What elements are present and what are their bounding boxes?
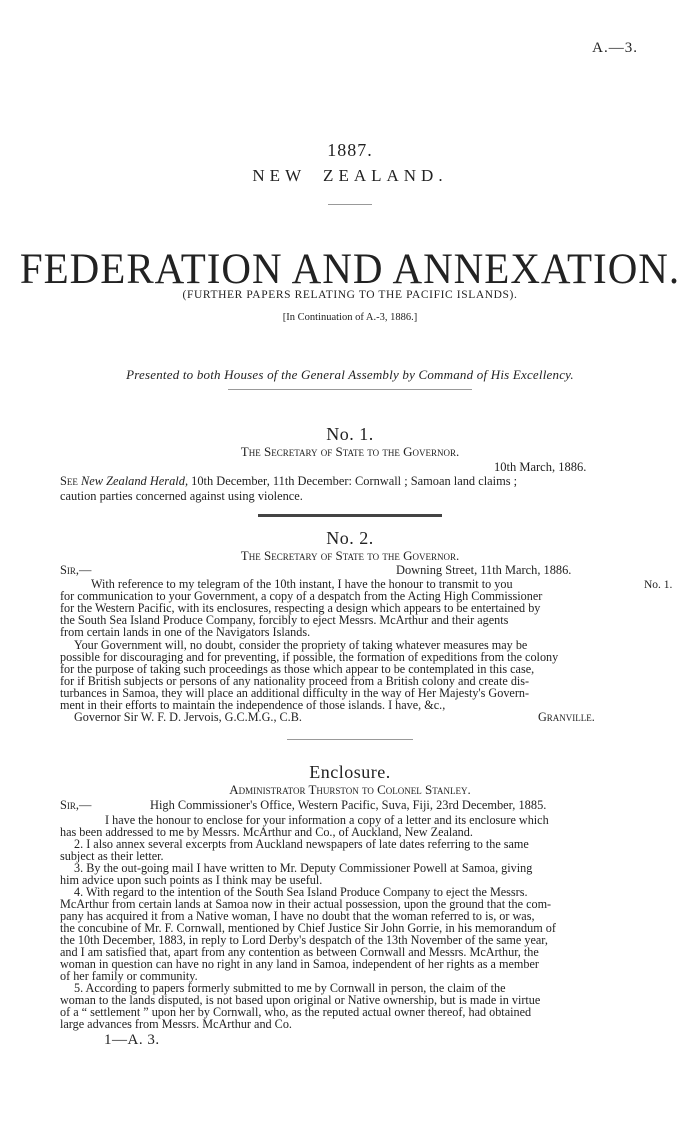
no1-line2: caution parties concerned against using violence. bbox=[60, 489, 303, 503]
enclosure-divider bbox=[287, 739, 413, 740]
enclosure-text-line: McArthur from certain lands at Samoa now in their actual possession, upon the ground that the com- bbox=[60, 897, 552, 911]
no2-signature: Granville. bbox=[538, 710, 595, 724]
section-divider bbox=[258, 514, 442, 517]
document-reference: A.—3. bbox=[592, 40, 638, 56]
enclosure-text-line: 5. According to papers formerly submitted to me by Cornwall in person, the claim of the bbox=[74, 981, 506, 995]
no2-text-line: With reference to my telegram of the 10th instant, I have the honour to transmit to you bbox=[91, 577, 513, 591]
no1-rest: 10th December, 11th December: Cornwall ; Samoan land claims ; bbox=[191, 474, 518, 488]
no2-heading: No. 2. bbox=[326, 528, 374, 548]
no1-see: See bbox=[60, 474, 78, 488]
no2-text-line: Your Government will, no doubt, consider the propriety of taking whatever measures may be bbox=[74, 638, 528, 652]
no2-text-line: the South Sea Island Produce Company, forcibly to eject Messrs. McArthur and their agents bbox=[60, 613, 509, 627]
no1-newspaper: New Zealand Herald, bbox=[81, 474, 189, 488]
enclosure-text-line: 4. With regard to the intention of the South Sea Island Produce Company to eject the Messrs. bbox=[74, 885, 528, 899]
enclosure-text-line: of her family or community. bbox=[60, 969, 198, 983]
subtitle: (FURTHER PAPERS RELATING TO THE PACIFIC ISLANDS). bbox=[182, 289, 518, 301]
year: 1887. bbox=[327, 140, 373, 160]
enclosure-text-line: and I am satisfied that, apart from any contention as between Cornwall and Messrs. McArthur, the bbox=[60, 945, 539, 959]
enclosure-text-line: woman in question can have no right in any land in Samoa, independent of her rights as a member bbox=[60, 957, 539, 971]
enclosure-text-line: I have the honour to enclose for your information a copy of a letter and its enclosure which bbox=[105, 813, 549, 827]
no2-place-date: Downing Street, 11th March, 1886. bbox=[396, 563, 572, 577]
no2-text-line: for communication to your Government, a copy of a despatch from the Acting High Commissioner bbox=[60, 589, 543, 603]
main-title: FEDERATION AND ANNEXATION. bbox=[19, 244, 681, 293]
no2-salutation: Sir,— bbox=[60, 563, 92, 577]
enclosure-place-date: High Commissioner's Office, Western Pacific, Suva, Fiji, 23rd December, 1885. bbox=[150, 798, 547, 812]
no2-from-to: The Secretary of State to the Governor. bbox=[240, 548, 460, 563]
no2-text-line: for the Western Pacific, with its enclosures, respecting a design which appears to be entertained by bbox=[60, 601, 541, 615]
no2-text-line: for the purpose of taking such proceedings as those which appear to be contemplated in this case, bbox=[60, 662, 535, 676]
continuation-note: [In Continuation of A.-3, 1886.] bbox=[282, 312, 418, 323]
enclosure-text-line: the 10th December, 1883, in reply to Lord Derby's despatch of the 13th November of the same year, bbox=[60, 933, 548, 947]
no1-date: 10th March, 1886. bbox=[494, 460, 587, 474]
enclosure-salutation: Sir,— bbox=[60, 798, 92, 812]
enclosure-text-line: pany has acquired it from a Native woman, I have no doubt that the woman referred to is, or was, bbox=[60, 909, 535, 923]
enclosure-text-line: him advice upon such points as I think may be useful. bbox=[60, 873, 323, 887]
signature-mark: 1—A. 3. bbox=[104, 1032, 160, 1048]
enclosure-text-line: of a “ settlement ” upon her by Cornwall, who, as the reputed actual owner thereof, had obtained bbox=[60, 1005, 532, 1019]
no2-text-line: from certain lands in one of the Navigators Islands. bbox=[60, 625, 311, 639]
presented-divider bbox=[228, 389, 472, 390]
no2-text-line: ment in their efforts to maintain the independence of those islands. I have, &c., bbox=[60, 698, 446, 712]
no2-text-line: for if British subjects or persons of any nationality proceed from a British colony and create dis- bbox=[60, 674, 530, 688]
enclosure-from-to-text: Administrator Thurston to Colonel Stanley. bbox=[229, 782, 471, 797]
enclosure-text-line: subject as their letter. bbox=[60, 849, 164, 863]
no1-from-to: The Secretary of State to the Governor. bbox=[240, 444, 460, 459]
no2-addressee: Governor Sir W. F. D. Jervois, G.C.M.G., C.B. bbox=[74, 710, 302, 724]
country: NEW ZEALAND. bbox=[252, 166, 448, 185]
no1-line1 bbox=[60, 476, 517, 488]
title-divider bbox=[328, 204, 372, 205]
enclosure-text-line: large advances from Messrs. McArthur and Co. bbox=[60, 1017, 292, 1031]
no1-heading: No. 1. bbox=[326, 424, 374, 444]
enclosure-text-line: the concubine of Mr. F. Cornwall, mentioned by Chief Justice Sir John Gorrie, in his memorandum of bbox=[60, 921, 556, 935]
enclosure-from-to bbox=[0, 782, 700, 798]
no2-margin-note: No. 1. bbox=[644, 579, 673, 591]
presented-line: Presented to both Houses of the General Assembly by Command of His Excellency. bbox=[126, 367, 574, 382]
enclosure-text-line: woman to the lands disputed, is not based upon original or Native ownership, but is made in virtue bbox=[60, 993, 541, 1007]
enclosure-text-line: has been addressed to me by Messrs. McArthur and Co., of Auckland, New Zealand. bbox=[60, 825, 473, 839]
enclosure-text-line: 3. By the out-going mail I have written to Mr. Deputy Commissioner Powell at Samoa, giving bbox=[74, 861, 533, 875]
no2-text-line: possible for discouraging and for preventing, if possible, the formation of expeditions from the colony bbox=[60, 650, 559, 664]
enclosure-text-line: 2. I also annex several excerpts from Auckland newspapers of late dates referring to the same bbox=[74, 837, 529, 851]
no2-text-line: turbances in Samoa, they will place an additional difficulty in the way of Her Majesty's Govern- bbox=[60, 686, 530, 700]
enclosure-heading: Enclosure. bbox=[309, 762, 391, 782]
